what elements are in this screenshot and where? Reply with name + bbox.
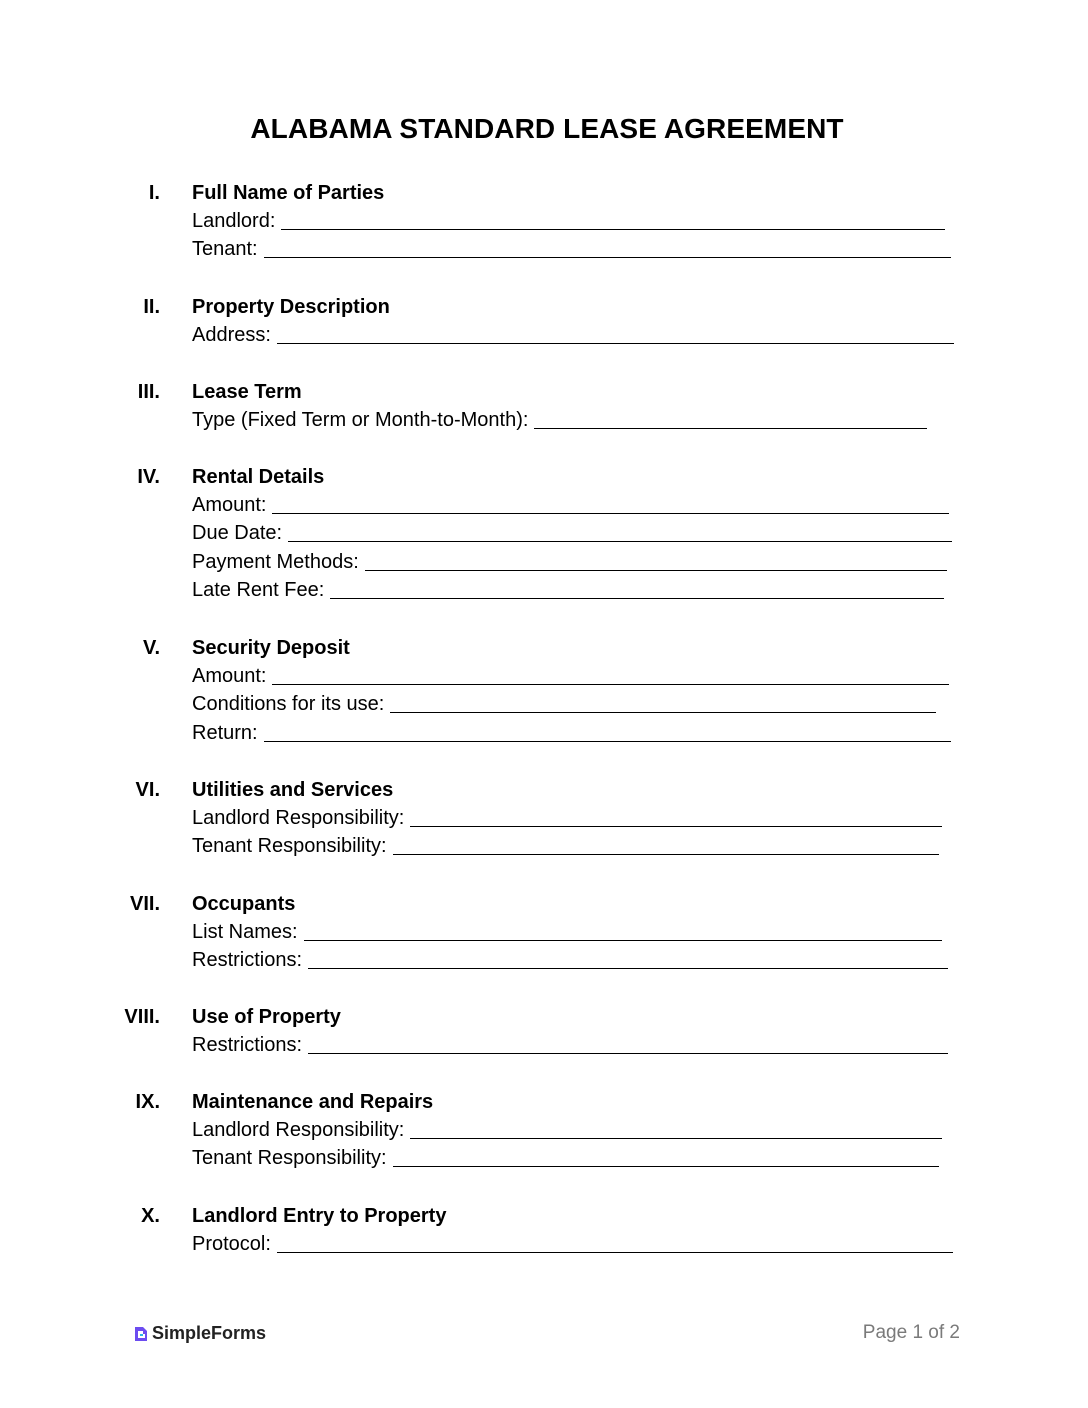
lease-type-field (192, 406, 927, 434)
utilities-tenant-field (192, 832, 942, 860)
use-restrictions-input[interactable] (308, 1035, 948, 1054)
deposit-return-field (192, 719, 951, 747)
occupant-restrictions-field (192, 946, 948, 974)
tenant-name-field (192, 235, 951, 263)
maintenance-tenant-field (192, 1144, 942, 1172)
document-title: ALABAMA STANDARD LEASE AGREEMENT (250, 113, 844, 144)
field-label: Tenant Responsibility: (192, 835, 387, 858)
tenant-name-input[interactable] (264, 239, 951, 258)
footer-brand (134, 1323, 266, 1344)
section-numeral: IX. (135, 1091, 160, 1113)
deposit-amount-field (192, 662, 951, 690)
field-label: Restrictions: (192, 949, 303, 972)
section-heading: Landlord Entry to Property (192, 1205, 447, 1227)
occupant-restrictions-input[interactable] (308, 950, 948, 969)
section-heading: Use of Property (192, 1006, 341, 1028)
simpleforms-logo-icon (134, 1326, 148, 1342)
entry-protocol-field (192, 1230, 953, 1258)
section-heading: Security Deposit (192, 637, 350, 659)
section-numeral: VI. (135, 779, 160, 801)
section-heading: Occupants (192, 893, 296, 915)
occupant-names-input[interactable] (304, 922, 942, 941)
section-numeral: VII. (129, 893, 160, 915)
section-numeral: X. (141, 1205, 160, 1227)
maintenance-tenant-input[interactable] (393, 1148, 939, 1167)
field-label: Landlord Responsibility: (192, 1119, 405, 1141)
field-label: Tenant Responsibility: (192, 1147, 387, 1170)
section-heading: Full Name of Parties (192, 182, 385, 204)
page-indicator: Page 1 of 2 (862, 1322, 960, 1343)
rent-amount-input[interactable] (272, 495, 949, 514)
deposit-amount-input[interactable] (272, 666, 949, 685)
section-numeral: VIII. (124, 1006, 160, 1028)
occupant-names-field (192, 918, 948, 946)
field-label: Late Rent Fee: (192, 579, 325, 602)
section-numeral: II. (143, 296, 160, 318)
section-numeral: I. (148, 182, 160, 204)
utilities-landlord-field (192, 804, 942, 832)
section-heading: Lease Term (192, 381, 302, 403)
field-label: Landlord Responsibility: (192, 807, 405, 829)
section-numeral: V. (142, 637, 160, 659)
deposit-conditions-field (192, 690, 951, 718)
field-label: Conditions for its use: (192, 693, 385, 716)
address-field (192, 321, 954, 349)
deposit-return-input[interactable] (264, 723, 951, 742)
landlord-name-field (192, 207, 951, 235)
maintenance-landlord-input[interactable] (410, 1120, 942, 1139)
field-label: List Names: (192, 921, 298, 943)
lease-type-input[interactable] (534, 410, 927, 429)
field-label: Restrictions: (192, 1034, 303, 1056)
section-numeral: III. (137, 381, 160, 403)
deposit-conditions-input[interactable] (390, 694, 936, 713)
utilities-tenant-input[interactable] (393, 836, 939, 855)
field-label: Amount: (192, 665, 267, 687)
section-heading: Property Description (192, 296, 390, 318)
rent-amount-field (192, 491, 952, 519)
payment-methods-field (192, 548, 952, 576)
late-rent-fee-field (192, 576, 952, 604)
section-heading: Maintenance and Repairs (192, 1091, 434, 1113)
section-heading: Utilities and Services (192, 779, 394, 801)
payment-methods-input[interactable] (365, 552, 947, 571)
utilities-landlord-input[interactable] (410, 808, 942, 827)
field-label: Address: (192, 324, 271, 346)
address-input[interactable] (277, 325, 954, 344)
field-label: Protocol: (192, 1233, 271, 1255)
field-label: Tenant: (192, 238, 258, 261)
due-date-input[interactable] (288, 523, 952, 542)
maintenance-landlord-field (192, 1116, 942, 1144)
field-label: Payment Methods: (192, 550, 359, 573)
landlord-name-input[interactable] (281, 211, 945, 230)
section-heading: Rental Details (192, 466, 325, 488)
field-label: Landlord: (192, 210, 276, 232)
field-label: Amount: (192, 494, 267, 516)
late-rent-fee-input[interactable] (330, 580, 944, 599)
due-date-field (192, 519, 952, 547)
brand-name: SimpleForms (152, 1323, 267, 1343)
section-numeral: IV. (137, 466, 160, 488)
field-label: Type (Fixed Term or Month-to-Month): (192, 409, 529, 431)
field-label: Return: (192, 721, 258, 744)
use-restrictions-field (192, 1031, 948, 1059)
entry-protocol-input[interactable] (277, 1234, 953, 1253)
field-label: Due Date: (192, 522, 283, 545)
